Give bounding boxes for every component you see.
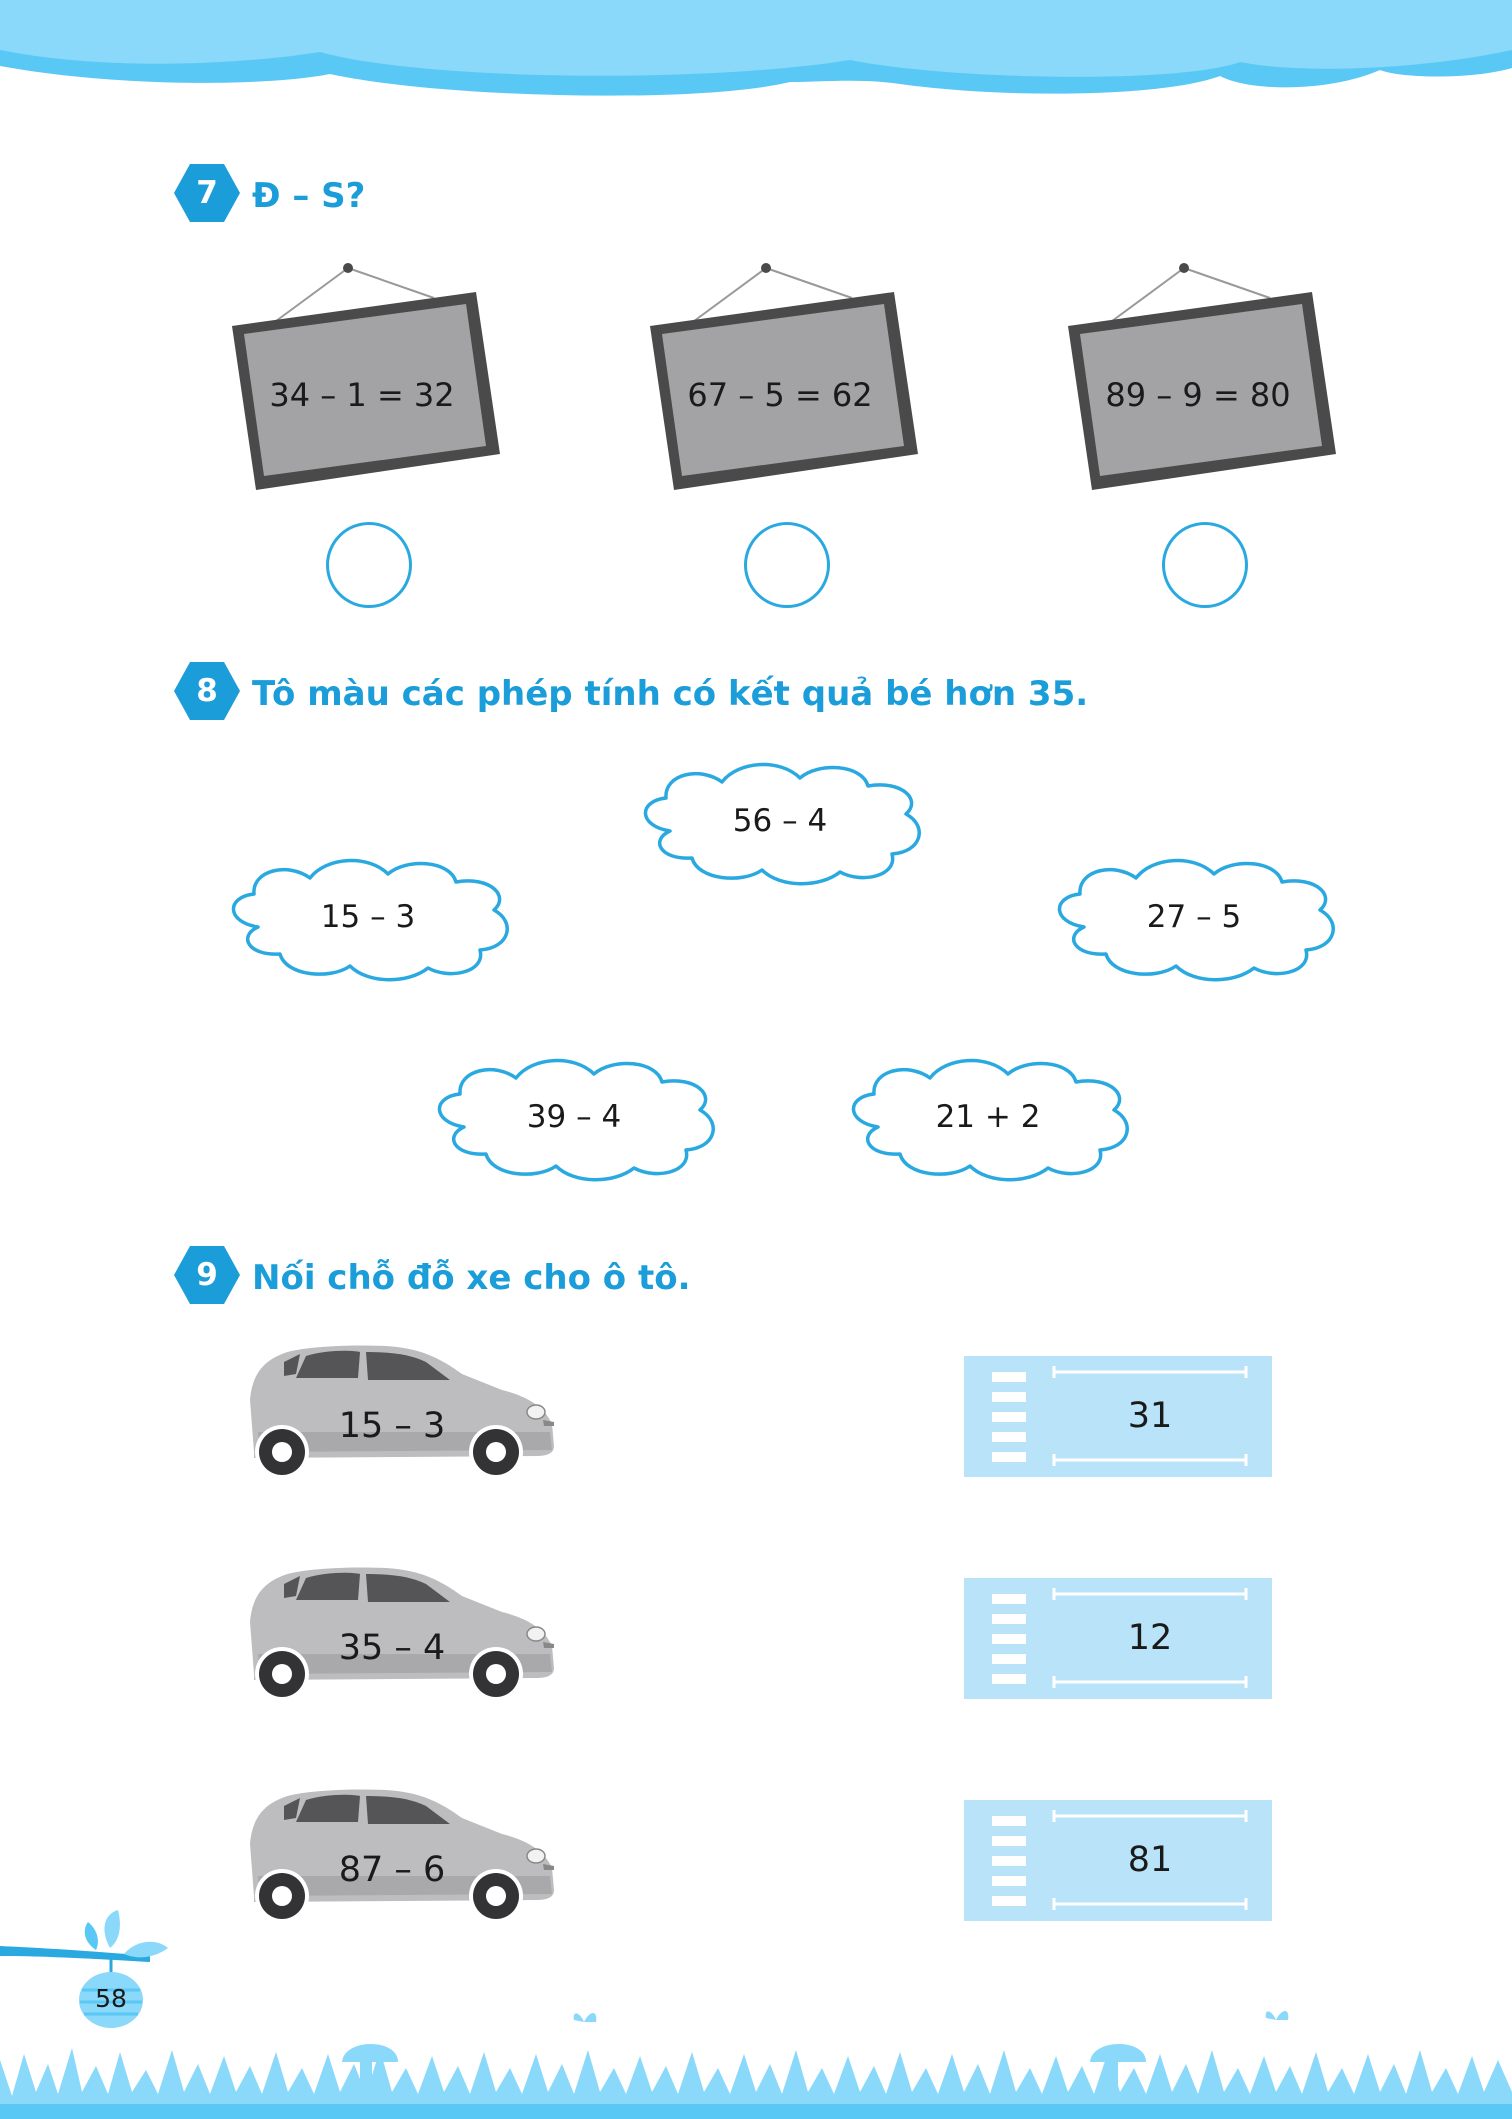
cloud-expression-label-4: 39 – 4 <box>526 1099 622 1135</box>
cloud-expression-label-5: 21 + 2 <box>935 1099 1041 1135</box>
question-8-title: Tô màu các phép tính có kết quả bé hơn 35. <box>252 674 1089 714</box>
car-2[interactable] <box>240 1562 560 1702</box>
parking-slot-number-3: 81 <box>1127 1840 1173 1880</box>
chalkboard-2 <box>646 258 922 498</box>
cloud-expression-5[interactable] <box>838 1052 1138 1182</box>
chalkboard-3 <box>1064 258 1340 498</box>
car-expression-3: 87 – 6 <box>338 1850 446 1890</box>
car-expression-2: 35 – 4 <box>338 1628 446 1668</box>
answer-circle-3[interactable] <box>1162 522 1248 608</box>
question-7-number-badge <box>174 164 240 222</box>
question-7-title: Đ – S? <box>252 176 366 216</box>
question-7-number: 7 <box>196 175 218 211</box>
cloud-expression-3[interactable] <box>1044 852 1344 982</box>
parking-slot-number-2: 12 <box>1127 1618 1173 1658</box>
car-3[interactable] <box>240 1784 560 1924</box>
car-expression-1: 15 – 3 <box>338 1406 446 1446</box>
board-equation-3: 89 – 9 = 80 <box>1105 376 1291 414</box>
parking-slot-1[interactable] <box>964 1356 1272 1477</box>
answer-circle-2[interactable] <box>744 522 830 608</box>
cloud-expression-2[interactable] <box>218 852 518 982</box>
cloud-expression-1[interactable] <box>630 756 930 886</box>
question-9-number: 9 <box>196 1257 218 1293</box>
cloud-expression-label-2: 15 – 3 <box>320 899 416 935</box>
page-number: 58 <box>95 1984 127 2013</box>
cloud-expression-label-1: 56 – 4 <box>732 803 828 839</box>
question-9-number-badge <box>174 1246 240 1304</box>
grass-footer-decoration <box>0 2000 1512 2119</box>
answer-circle-1[interactable] <box>326 522 412 608</box>
cloud-expression-label-3: 27 – 5 <box>1146 899 1242 935</box>
question-9-title: Nối chỗ đỗ xe cho ô tô. <box>252 1258 691 1298</box>
board-equation-1: 34 – 1 = 32 <box>269 376 455 414</box>
cloud-expression-4[interactable] <box>424 1052 724 1182</box>
chalkboard-1 <box>228 258 504 498</box>
sky-decoration <box>0 0 1512 100</box>
car-1[interactable] <box>240 1340 560 1480</box>
question-8-number: 8 <box>196 673 218 709</box>
question-8-number-badge <box>174 662 240 720</box>
parking-slot-2[interactable] <box>964 1578 1272 1699</box>
parking-slot-3[interactable] <box>964 1800 1272 1921</box>
board-equation-2: 67 – 5 = 62 <box>687 376 873 414</box>
parking-slot-number-1: 31 <box>1127 1396 1173 1436</box>
